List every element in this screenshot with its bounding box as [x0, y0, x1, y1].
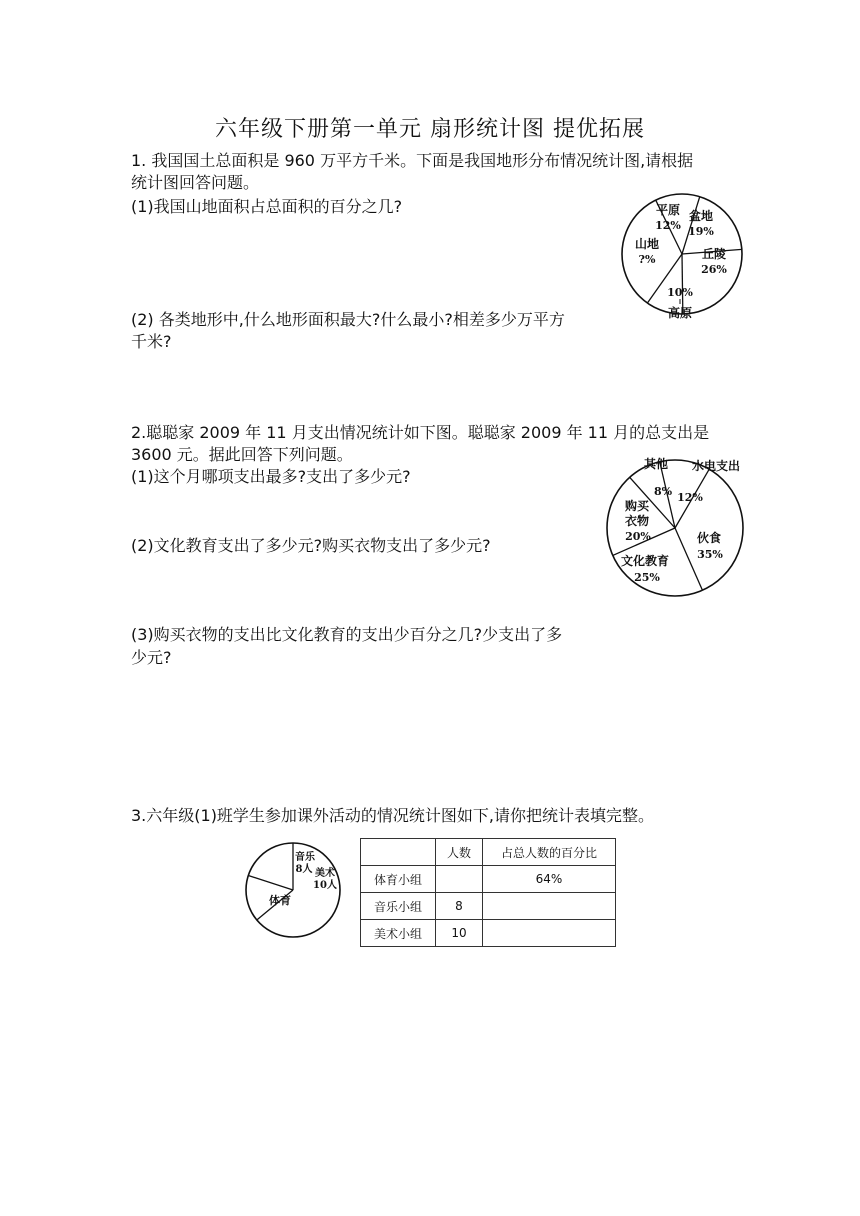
terrain-pie-chart	[620, 192, 745, 322]
pie1-value-plain: 12%	[655, 219, 681, 232]
pie2-label-utilities: 水电支出	[691, 459, 741, 473]
table-header-cell: 占总人数的百分比	[483, 839, 616, 866]
pie2-value-other: 8%	[653, 485, 673, 498]
q2-stem-line2: 3600 元。据此回答下列问题。	[131, 445, 353, 464]
q1-stem-line2: 统计图回答问题。	[131, 173, 260, 192]
pie2-label-food: 伙食	[696, 531, 722, 545]
table-header-cell	[361, 839, 436, 866]
table-cell: 10	[436, 920, 483, 947]
pie2-value-utilities: 12%	[677, 491, 703, 504]
pie1-label-plateau: 高原	[667, 306, 693, 320]
q2-stem-line1: 2.聪聪家 2009 年 11 月支出情况统计如下图。聪聪家 2009 年 11 月的总支出是	[131, 423, 710, 442]
table-cell: 8	[436, 893, 483, 920]
pie3-label-music: 音乐	[295, 852, 315, 863]
q3-stem: 3.六年级(1)班学生参加课外活动的情况统计图如下,请你把统计表填完整。	[131, 806, 655, 825]
expense-pie-chart	[605, 455, 750, 605]
table-row	[361, 920, 616, 947]
q1-part2-line1: (2) 各类地形中,什么地形面积最大?什么最小?相差多少万平方	[131, 310, 565, 329]
q1-part2-line2: 千米?	[131, 332, 172, 351]
pie1-value-plateau: 10%	[667, 286, 693, 299]
table-header-cell: 人数	[436, 839, 483, 866]
pie1-label-hills: 丘陵	[701, 247, 727, 261]
q2-part1: (1)这个月哪项支出最多?支出了多少元?	[131, 467, 411, 486]
pie2-label-education: 文化教育	[620, 554, 670, 568]
table-cell	[436, 866, 483, 893]
table-header-row	[361, 839, 616, 866]
pie3-label-art: 美术	[315, 868, 335, 879]
table-cell: 体育小组	[361, 866, 436, 893]
pie1-label-mountain: 山地	[634, 237, 660, 251]
table-cell	[483, 893, 616, 920]
pie1-value-hills: 26%	[701, 263, 727, 276]
activity-stats-table	[360, 838, 616, 947]
table-cell	[483, 920, 616, 947]
pie3-value-music: 8人	[295, 864, 313, 875]
pie3-label-sports: 体育	[269, 894, 291, 907]
pie1-label-plain: 平原	[655, 203, 681, 217]
q2-part2: (2)文化教育支出了多少元?购买衣物支出了多少元?	[131, 536, 491, 555]
pie2-value-clothes: 20%	[625, 530, 651, 543]
pie2-label-clothes-l2: 衣物	[624, 514, 650, 528]
table-row	[361, 866, 616, 893]
q1-part1: (1)我国山地面积占总面积的百分之几?	[131, 197, 403, 216]
pie1-value-basin: 19%	[688, 225, 714, 238]
page-title: 六年级下册第一单元 扇形统计图 提优拓展	[215, 117, 645, 142]
pie2-value-education: 25%	[634, 571, 660, 584]
q1-stem-line1: 1. 我国国土总面积是 960 万平方千米。下面是我国地形分布情况统计图,请根据	[131, 151, 694, 170]
pie1-value-mountain: ?%	[638, 253, 656, 266]
pie2-label-clothes-l1: 购买	[624, 499, 650, 513]
pie1-label-basin: 盆地	[688, 209, 714, 223]
table-cell: 美术小组	[361, 920, 436, 947]
table-row	[361, 893, 616, 920]
table-cell: 64%	[483, 866, 616, 893]
pie3-value-art: 10人	[313, 880, 337, 891]
table-cell: 音乐小组	[361, 893, 436, 920]
q2-part3-line1: (3)购买衣物的支出比文化教育的支出少百分之几?少支出了多	[131, 625, 563, 644]
pie2-value-food: 35%	[697, 548, 723, 561]
activity-pie-chart	[245, 840, 345, 940]
q2-part3-line2: 少元?	[131, 648, 172, 667]
pie2-label-other: 其他	[643, 457, 669, 471]
terrain-pie-slice-boundary-3	[682, 254, 683, 314]
